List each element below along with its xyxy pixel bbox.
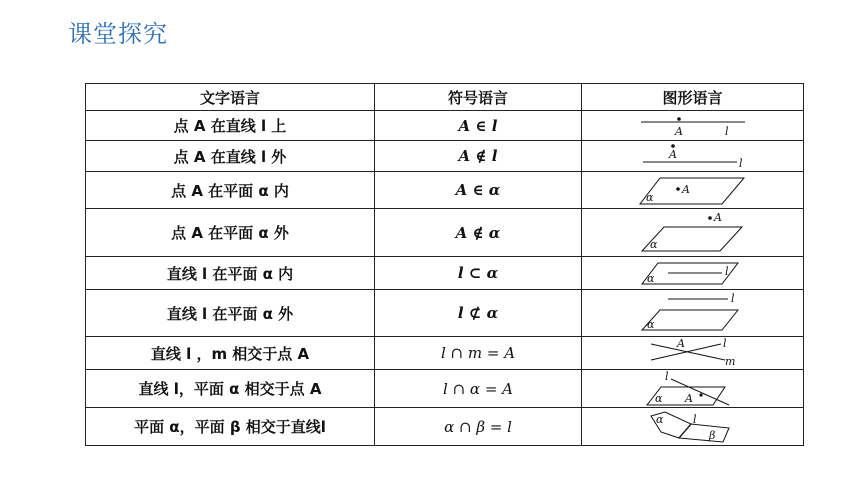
- planes-intersect-figure: [643, 410, 743, 444]
- label-l: l: [724, 124, 729, 138]
- label-alpha: α: [645, 191, 653, 204]
- label-alpha: α: [654, 391, 662, 405]
- point-a: [708, 216, 712, 220]
- symbol-cell: A ∈ l: [375, 111, 582, 141]
- label-a: A: [713, 210, 722, 224]
- figure-cell: [582, 257, 804, 290]
- point-in-plane-figure: [638, 174, 748, 206]
- label-l: l: [722, 338, 727, 350]
- figure-cell: [582, 172, 804, 209]
- table-row: [86, 408, 804, 446]
- table-row: [86, 290, 804, 337]
- table-row: [86, 172, 804, 209]
- figure-cell: [582, 370, 804, 408]
- line-in-plane-figure: [638, 259, 748, 287]
- label-l: l: [664, 370, 669, 383]
- label-l: l: [692, 412, 697, 426]
- text-cell: 直线 l ，m 相交于点 A: [86, 337, 375, 370]
- table-row: [86, 337, 804, 370]
- table-row: [86, 257, 804, 290]
- line-l: [679, 424, 691, 438]
- plane-alpha: [642, 310, 738, 330]
- label-l: l: [738, 157, 743, 170]
- point-off-line-figure: [633, 142, 753, 170]
- symbol-cell: A ∉ α: [375, 209, 582, 257]
- text-cell: 点 A 在直线 l 外: [86, 141, 375, 172]
- point-outside-plane-figure: [638, 211, 748, 255]
- plane-beta: [679, 424, 729, 442]
- label-alpha: α: [646, 272, 654, 285]
- figure-cell: [582, 337, 804, 370]
- table-header-row: [86, 84, 804, 111]
- page-title: 课堂探究: [68, 20, 168, 48]
- text-cell: 点 A 在直线 l 上: [86, 111, 375, 141]
- text-cell: 点 A 在平面 α 外: [86, 209, 375, 257]
- line-outside-plane-figure: [638, 292, 748, 334]
- language-table: [85, 83, 804, 446]
- text-cell: 直线 l，平面 α 相交于点 A: [86, 370, 375, 408]
- symbol-cell: l ⊄ α: [375, 290, 582, 337]
- figure-cell: [582, 209, 804, 257]
- text-cell: 平面 α，平面 β 相交于直线l: [86, 408, 375, 446]
- header-symbol-language: 符号语言: [375, 84, 582, 111]
- label-beta: β: [708, 428, 715, 442]
- point-a: [676, 187, 680, 191]
- symbol-cell: A ∉ l: [375, 141, 582, 172]
- label-l: l: [730, 292, 735, 305]
- label-a: A: [681, 183, 690, 196]
- text-cell: 直线 l 在平面 α 外: [86, 290, 375, 337]
- point-a: [699, 393, 702, 396]
- label-alpha: α: [655, 412, 663, 426]
- label-a: A: [684, 391, 693, 405]
- header-figure-language: 图形语言: [582, 84, 804, 111]
- lines-intersect-figure: [643, 338, 743, 368]
- line-plane-intersect-figure: [643, 371, 743, 407]
- point-a: [677, 117, 681, 121]
- label-alpha: α: [649, 237, 657, 251]
- line-l: [671, 379, 729, 405]
- label-a: A: [668, 148, 677, 161]
- symbol-cell: l ⊂ α: [375, 257, 582, 290]
- symbol-cell: α ∩ β = l: [375, 408, 582, 446]
- point-on-line-figure: [633, 113, 753, 139]
- text-cell: 直线 l 在平面 α 内: [86, 257, 375, 290]
- label-a: A: [674, 124, 683, 138]
- symbol-cell: l ∩ α = A: [375, 370, 582, 408]
- label-alpha: α: [646, 318, 654, 331]
- figure-cell: [582, 141, 804, 172]
- figure-cell: [582, 290, 804, 337]
- header-text-language: 文字语言: [86, 84, 375, 111]
- figure-cell: [582, 408, 804, 446]
- plane-alpha: [640, 178, 744, 204]
- text-cell: 点 A 在平面 α 内: [86, 172, 375, 209]
- table-row: [86, 141, 804, 172]
- figure-cell: [582, 111, 804, 141]
- label-l: l: [724, 265, 729, 278]
- symbol-cell: A ∈ α: [375, 172, 582, 209]
- table-row: [86, 209, 804, 257]
- label-a: A: [676, 338, 685, 350]
- symbol-cell: l ∩ m = A: [375, 337, 582, 370]
- table-row: [86, 111, 804, 141]
- table-row: [86, 370, 804, 408]
- label-m: m: [724, 355, 735, 368]
